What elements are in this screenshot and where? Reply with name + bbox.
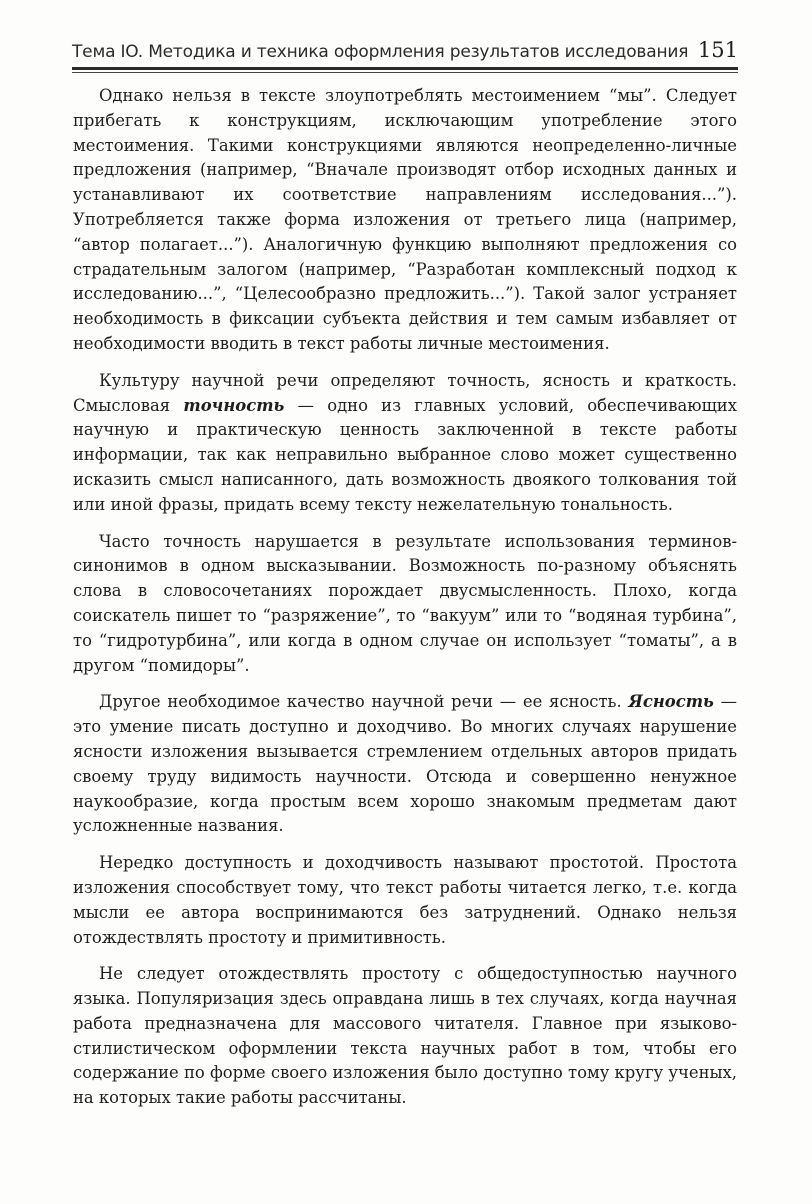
- paragraph-6-text: Не следует отождествлять простоту с общедоступностью научного языка. Популяризация здесь оправдана лишь в тех случаях, когда научная работа предназначена для массового читателя. Главное при языково-стилистическом оформлении текста научных работ в том, чтобы его содержание по форме своего изложения было доступно тому кругу ученых, на которых такие работы рассчитаны.: [73, 964, 737, 1108]
- paragraph-2-text-after: — одно из главных условий, обеспечивающих научную и практическую ценность заключенной в тексте работы информации, так как неправильно выбранное слово может существенно исказить смысл написанного, дать возможность двоякого толкования той или иной фразы, придать всему тексту нежелательную тональность.: [73, 395, 737, 514]
- paragraph-4-text-before: Другое необходимое качество научной речи — ее ясность.: [99, 692, 629, 712]
- page-number: 151: [697, 38, 738, 62]
- paragraph-1: [73, 84, 737, 357]
- paragraph-3-text: Часто точность нарушается в результате использования терминов-синонимов в одном высказывании. Возможность по-разному объяснять слова в словосочетаниях порождает двусмысленность. Плохо, когда соискатель пишет то “разряжение”, то “вакуум” или то “водяная турбина”, то “гидротурбина”, или когда в одном случае он использует “томаты”, а в другом “помидоры”.: [73, 531, 737, 675]
- paragraph-3: [73, 530, 737, 679]
- paragraph-1-text: Однако нельзя в тексте злоупотреблять местоимением “мы”. Следует прибегать к конструкциям, исключающим употребление этого местоимения. Такими конструкциями являются неопределенно-личные предложения (например, “Вначале производят отбор исходных данных и устанавливают их соответствие направлениям исследования...”). Употребляется также форма изложения от третьего лица (например, “автор полагает...”). Аналогичную функцию выполняют предложения со страдательным залогом (например, “Разработан комплексный подход к исследованию...”, “Целесообразно предложить...”). Такой залог устраняет необходимость в фиксации субъекта действия и тем самым избавляет от необходимости вводить в текст работы личные местоимения.: [73, 86, 737, 353]
- paragraph-4-text-after: — это умение писать доступно и доходчиво. Во многих случаях нарушение ясности изложения вызывается стремлением отдельных авторов придать своему труду видимость научности. Отсюда и совершенно ненужное наукообразие, когда простым всем хорошо знакомым предметам дают усложненные названия.: [73, 692, 737, 836]
- body-text: [73, 84, 737, 1123]
- running-header: [72, 38, 738, 64]
- paragraph-5-text: Нередко доступность и доходчивость называют простотой. Простота изложения способствует тому, что текст работы читается легко, т.е. когда мысли ее автора воспринимаются без затруднений. Однако нельзя отождествлять простоту и примитивность.: [73, 853, 737, 947]
- term-tochnost: точность: [183, 395, 285, 415]
- term-yasnost: Ясность: [628, 692, 714, 712]
- paragraph-5: [73, 851, 737, 950]
- running-title: Тема IO. Методика и техника оформления результатов исследования: [72, 42, 689, 62]
- paragraph-6: [73, 962, 737, 1111]
- paragraph-2-text-before: Культуру научной речи определяют точность, ясность и краткость. Смысловая: [73, 370, 737, 415]
- header-rule-thin: [72, 72, 738, 73]
- paragraph-2: [73, 369, 737, 518]
- paragraph-4: [73, 690, 737, 839]
- header-rule-thick: [72, 67, 738, 70]
